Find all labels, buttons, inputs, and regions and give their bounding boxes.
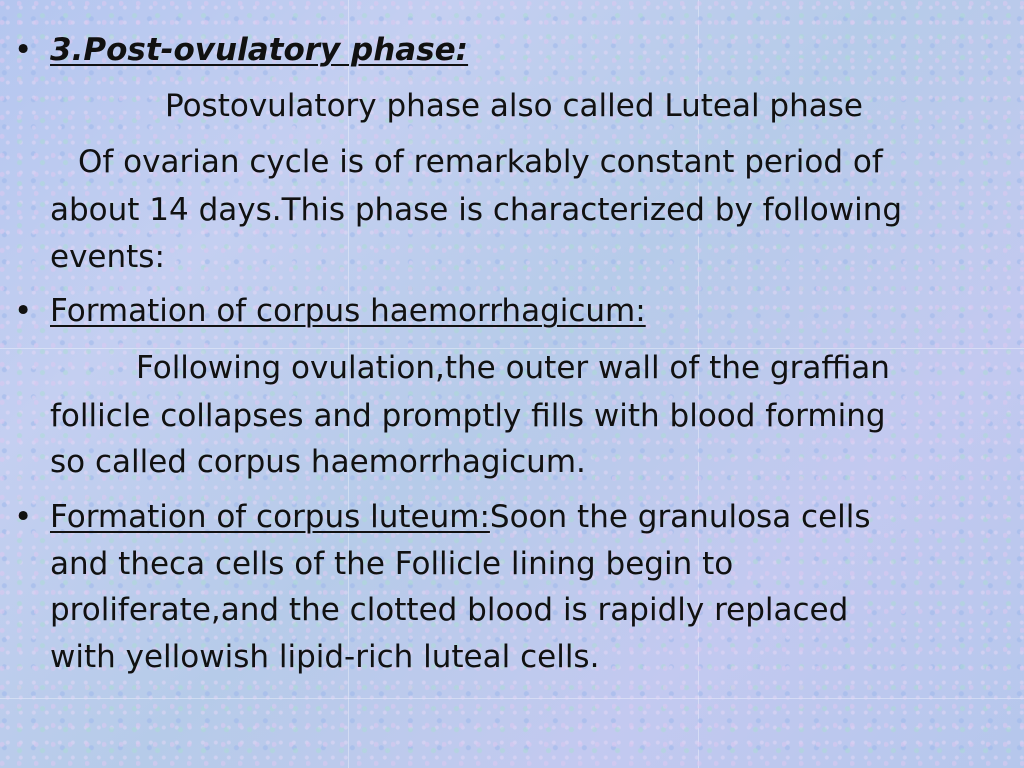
paragraph-line	[50, 493, 871, 541]
heading-post-ovulatory-phase: 3.Post-ovulatory phase:	[50, 32, 469, 68]
paragraph-line: so called corpus haemorrhagicum.	[50, 444, 586, 480]
paragraph-line: follicle collapses and promptly fills with blood forming	[50, 398, 886, 434]
paragraph-line: with yellowish lipid-rich luteal cells.	[50, 639, 600, 675]
heading-corpus-luteum: Formation of corpus luteum:	[50, 499, 490, 535]
paragraph-line: Of ovarian cycle is of remarkably constant period of	[78, 144, 883, 180]
bullet-3: •	[14, 499, 33, 535]
paragraph-line: Following ovulation,the outer wall of the graffian	[136, 350, 890, 386]
bullet-2: •	[14, 293, 33, 329]
paragraph-line: events:	[50, 239, 165, 275]
paragraph-line: about 14 days.This phase is characterized by following	[50, 192, 903, 228]
heading-corpus-haemorrhagicum: Formation of corpus haemorrhagicum:	[50, 293, 646, 329]
paragraph-line: Postovulatory phase also called Luteal phase	[165, 88, 863, 124]
paragraph-line: proliferate,and the clotted blood is rapidly replaced	[50, 592, 849, 628]
bullet-1: •	[14, 32, 33, 68]
paragraph-line: and theca cells of the Follicle lining begin to	[50, 546, 734, 582]
heading-continuation: Soon the granulosa cells	[489, 499, 871, 535]
